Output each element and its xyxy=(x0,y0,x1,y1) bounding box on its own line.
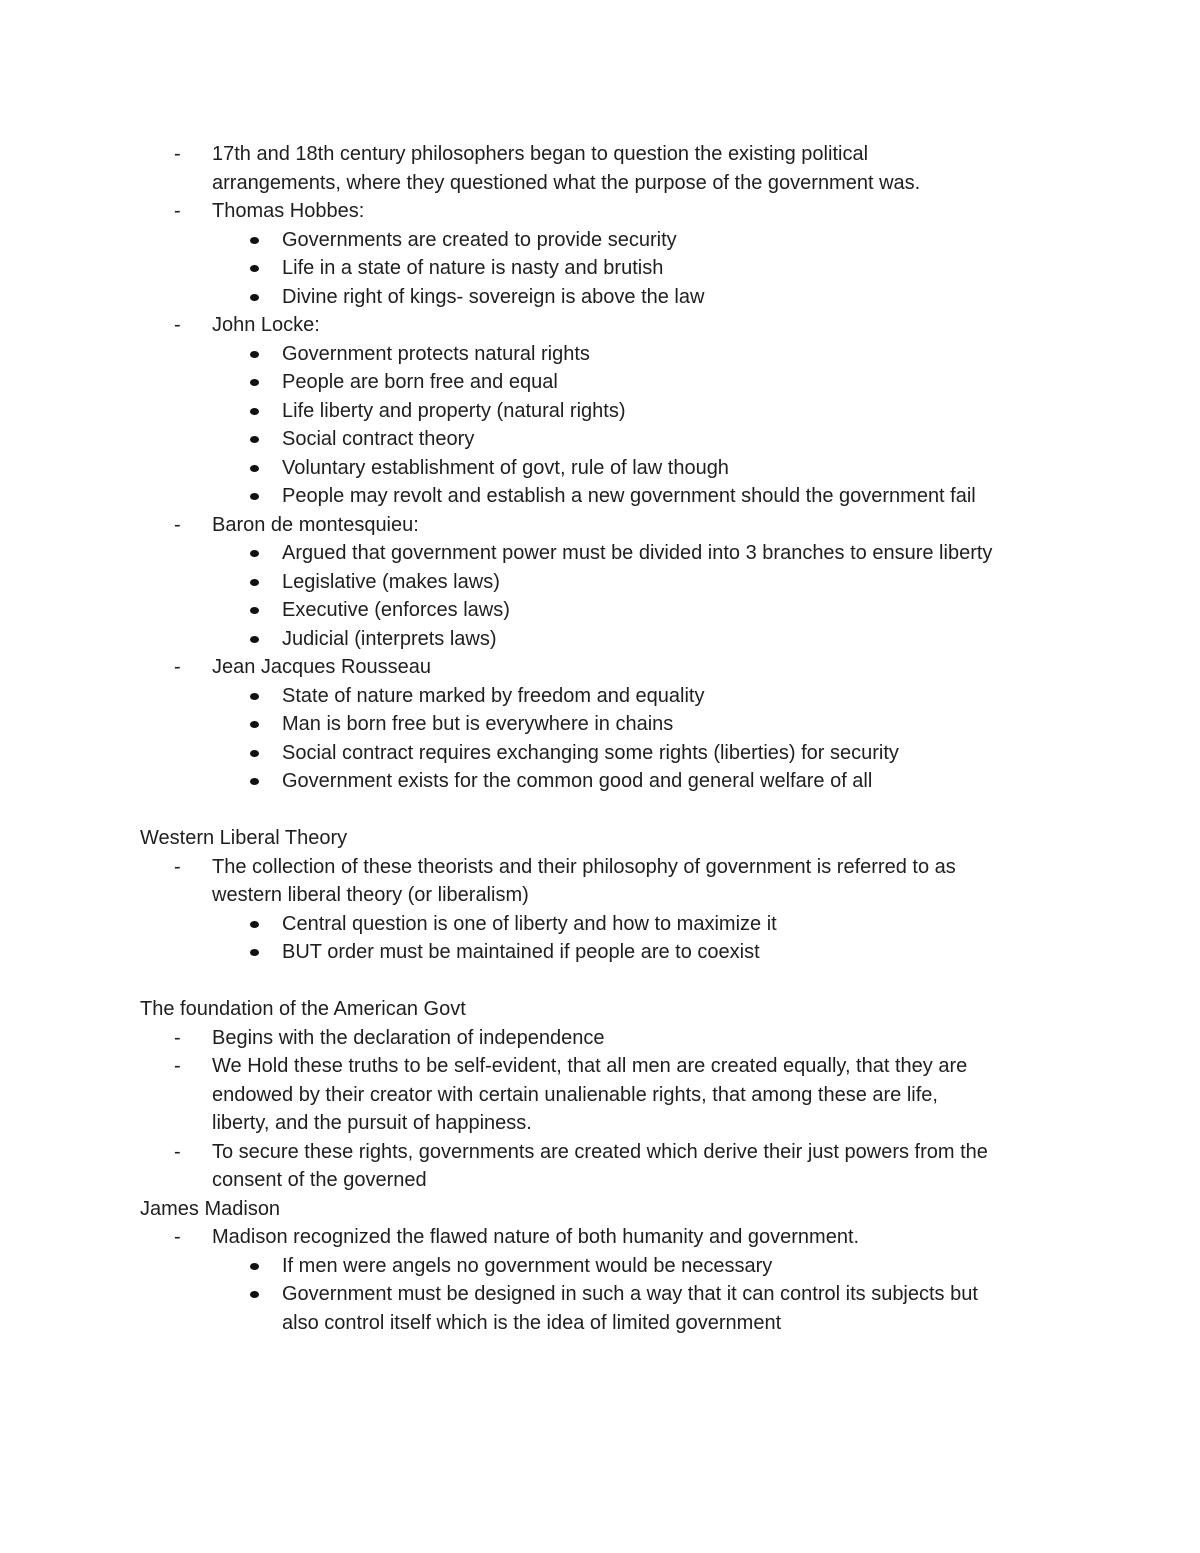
section-heading: Western Liberal Theory xyxy=(140,827,348,849)
bullet-item-text: Man is born free but is everywhere in chains xyxy=(282,713,674,735)
dash-item-text: western liberal theory (or liberalism) xyxy=(212,884,529,906)
bullet-dot-icon xyxy=(250,237,259,244)
dash-marker: - xyxy=(174,1026,181,1049)
dash-marker: - xyxy=(174,1140,181,1163)
dash-item-text: Thomas Hobbes: xyxy=(212,200,365,222)
dash-item-text: endowed by their creator with certain unalienable rights, that among these are life, xyxy=(212,1083,938,1106)
bullet-dot-icon xyxy=(250,294,259,301)
bullet-dot-icon xyxy=(250,721,259,728)
bullet-dot-icon xyxy=(250,778,259,785)
bullet-dot-icon xyxy=(250,750,259,757)
bullet-dot-icon xyxy=(250,436,259,443)
dash-marker: - xyxy=(174,200,181,222)
bullet-dot-icon xyxy=(250,949,259,956)
dash-item-text: We Hold these truths to be self-evident, that all men are created equally, that they are xyxy=(212,1055,968,1077)
bullet-item-text: Voluntary establishment of govt, rule of law though xyxy=(282,456,729,479)
dash-marker: - xyxy=(174,656,181,678)
dash-item-text: John Locke: xyxy=(212,314,320,336)
dash-marker: - xyxy=(174,143,181,165)
bullet-item-text: Government exists for the common good and general welfare of all xyxy=(282,770,873,792)
bullet-item-text: Government protects natural rights xyxy=(282,342,590,365)
bullet-item-text: Life liberty and property (natural rights) xyxy=(282,399,626,422)
bullet-item-text: State of nature marked by freedom and equality xyxy=(282,684,705,707)
dash-marker: - xyxy=(174,1055,181,1077)
bullet-dot-icon xyxy=(250,465,259,472)
bullet-item-text: BUT order must be maintained if people are to coexist xyxy=(282,941,760,963)
dash-item-text: 17th and 18th century philosophers began to question the existing political xyxy=(212,143,869,165)
bullet-dot-icon xyxy=(250,265,259,272)
dash-item-text: Baron de montesquieu: xyxy=(212,513,419,536)
dash-item-text: liberty, and the pursuit of happiness. xyxy=(212,1112,532,1134)
bullet-item-text: Executive (enforces laws) xyxy=(282,599,510,621)
bullet-dot-icon xyxy=(250,408,259,415)
bullet-dot-icon xyxy=(250,1291,259,1298)
dash-item-text: Madison recognized the flawed nature of both humanity and government. xyxy=(212,1226,860,1248)
dash-marker: - xyxy=(174,513,181,536)
dash-marker: - xyxy=(174,855,181,878)
bullet-item-text: People may revolt and establish a new government should the government fail xyxy=(282,485,976,507)
section-heading: James Madison xyxy=(140,1197,281,1220)
dash-item-text: Jean Jacques Rousseau xyxy=(212,656,432,678)
bullet-item-text: Government must be designed in such a way that it can control its subjects but xyxy=(282,1283,978,1305)
dash-item-text: The collection of these theorists and their philosophy of government is referred to as xyxy=(212,855,956,878)
bullet-item-text: Governments are created to provide security xyxy=(282,228,677,251)
bullet-item-text: Judicial (interprets laws) xyxy=(282,627,497,650)
bullet-dot-icon xyxy=(250,493,259,500)
bullet-item-text: People are born free and equal xyxy=(282,371,558,393)
dash-marker: - xyxy=(174,314,181,336)
bullet-item-text: If men were angels no government would be necessary xyxy=(282,1254,773,1277)
bullet-item-text: also control itself which is the idea of limited government xyxy=(282,1311,782,1334)
bullet-item-text: Legislative (makes laws) xyxy=(282,570,500,593)
bullet-dot-icon xyxy=(250,379,259,386)
bullet-dot-icon xyxy=(250,351,259,358)
dash-item-text: consent of the governed xyxy=(212,1169,427,1191)
bullet-dot-icon xyxy=(250,1263,259,1270)
dash-marker: - xyxy=(174,1226,181,1248)
dash-item-text: arrangements, where they questioned what the purpose of the government was. xyxy=(212,171,921,194)
dash-item-text: Begins with the declaration of independence xyxy=(212,1026,605,1049)
section-heading: The foundation of the American Govt xyxy=(140,998,466,1020)
bullet-dot-icon xyxy=(250,921,259,928)
bullet-item-text: Life in a state of nature is nasty and brutish xyxy=(282,257,664,279)
bullet-dot-icon xyxy=(250,693,259,700)
bullet-item-text: Argued that government power must be divided into 3 branches to ensure liberty xyxy=(282,542,993,564)
bullet-item-text: Social contract theory xyxy=(282,428,475,450)
bullet-item-text: Central question is one of liberty and how to maximize it xyxy=(282,912,777,935)
bullet-dot-icon xyxy=(250,579,259,586)
bullet-dot-icon xyxy=(250,607,259,614)
bullet-dot-icon xyxy=(250,636,259,643)
bullet-item-text: Divine right of kings- sovereign is above the law xyxy=(282,285,705,308)
bullet-dot-icon xyxy=(250,550,259,557)
bullet-item-text: Social contract requires exchanging some rights (liberties) for security xyxy=(282,741,899,764)
dash-item-text: To secure these rights, governments are created which derive their just powers from the xyxy=(212,1140,988,1163)
